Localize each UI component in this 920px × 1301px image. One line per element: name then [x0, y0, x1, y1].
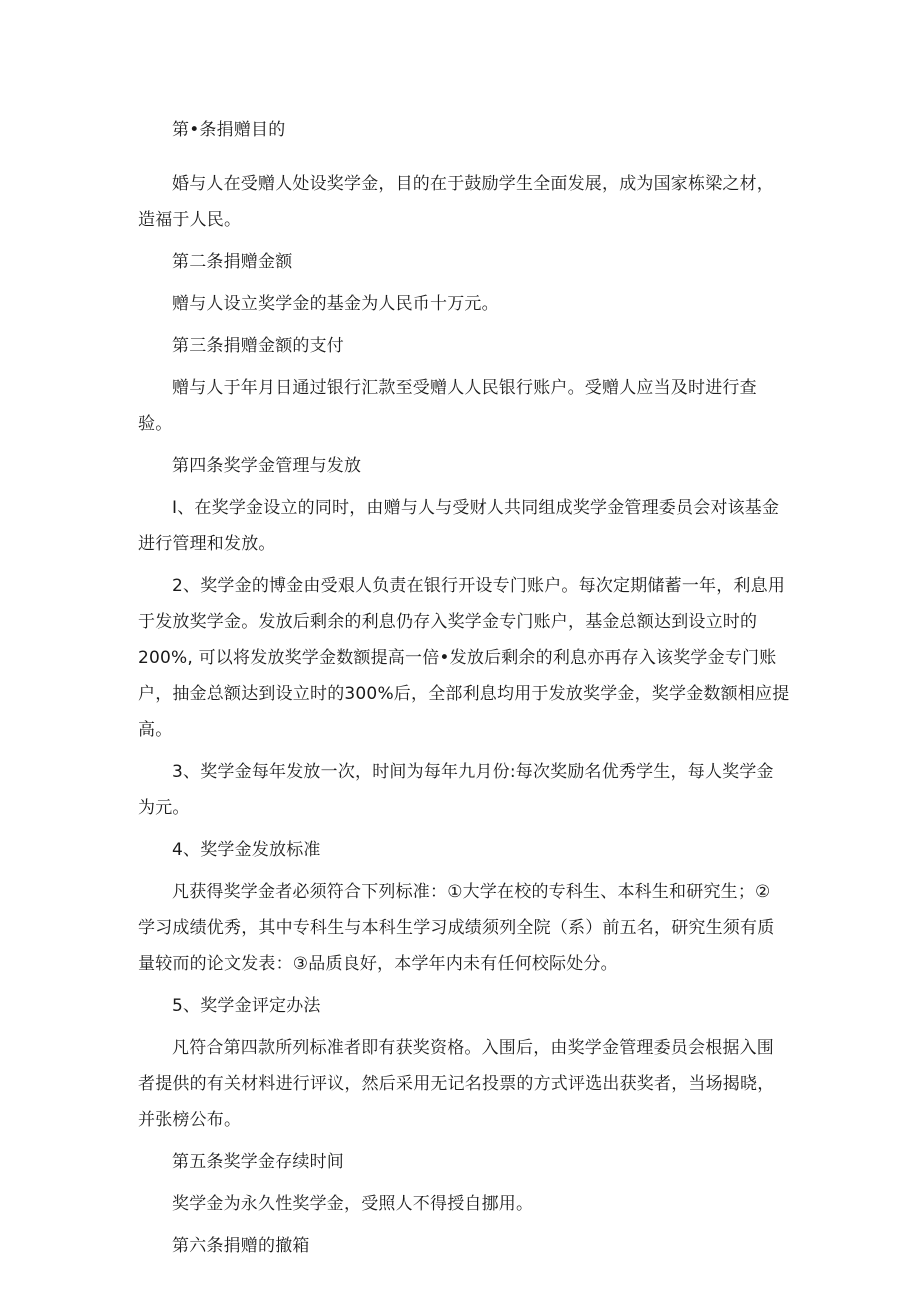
article-4-clause-3 [138, 754, 786, 826]
article-4-clause-4-paragraph [138, 874, 786, 982]
article-4-clause-5-paragraph [138, 1030, 786, 1138]
text-line: 并张榜公布。 [138, 1110, 242, 1130]
article-1-paragraph [138, 166, 786, 238]
text-line: 造福于人民。 [138, 210, 242, 230]
article-4-clause-4-heading: 4、奖学金发放标准 [172, 840, 321, 860]
text-line: 赠与人设立奖学金的基金为人民币十万元。 [172, 294, 499, 314]
text-line: 赠与人于年月日通过银行汇款至受赠人人民银行账户。受赠人应当及时进行查 [172, 378, 757, 398]
text-line: 婚与人在受赠人处设奖学金，目的在于鼓励学生全面发展，成为国家栋梁之材， [172, 174, 774, 194]
text-line: 于发放奖学金。发放后剩余的利息仍存入奖学金专门账户，基金总额达到设立时的 [138, 612, 758, 632]
text-line: 量较而的论文发表：③品质良好，本学年内未有任何校际处分。 [138, 954, 618, 974]
text-line: 户，抽金总额达到设立时的300%后，全部利息均用于发放奖学金，奖学金数额相应提 [138, 684, 790, 704]
article-5-heading: 第五条奖学金存续时间 [172, 1152, 344, 1172]
text-line: I、在奖学金设立的同时，由赠与人与受财人共同组成奖学金管理委员会对该基金 [172, 498, 780, 518]
article-3-heading: 第三条捐赠金额的支付 [172, 336, 344, 356]
article-2-paragraph [138, 286, 786, 322]
article-4-heading: 第四条奖学金管理与发放 [172, 456, 362, 476]
text-line: 为元。 [138, 798, 190, 818]
article-4-clause-2 [138, 568, 790, 748]
article-3-paragraph [138, 370, 786, 442]
document-body [138, 112, 790, 1270]
text-line: 学习成绩优秀，其中专科生与本科生学习成绩须列全院（系）前五名，研究生须有质 [138, 918, 775, 938]
text-line: 者提供的有关材料进行评议，然后采用无记名投票的方式评选出获奖者，当场揭晓， [138, 1074, 775, 1094]
article-4-clause-5-heading: 5、奖学金评定办法 [172, 996, 321, 1016]
text-line: 高。 [138, 720, 173, 740]
text-line: 2、奖学金的博金由受艰人负责在银行开设专门账户。每次定期储蓄一年，利息用 [172, 576, 786, 596]
text-line: 凡获得奖学金者必须符合下列标准：①大学在校的专科生、本科生和研究生；② [172, 882, 771, 902]
text-line: 进行管理和发放。 [138, 534, 276, 554]
text-line: 奖学金为永久性奖学金，受照人不得授自挪用。 [172, 1194, 534, 1214]
text-line: 验。 [138, 414, 173, 434]
article-5-paragraph [138, 1186, 786, 1222]
text-line: 凡符合第四款所列标准者即有获奖资格。入围后，由奖学金管理委员会根据入围 [172, 1038, 774, 1058]
article-4-clause-1 [138, 490, 786, 562]
text-line: 200%, 可以将发放奖学金数额提高一倍•发放后剩余的利息亦再存入该奖学金专门账 [138, 648, 777, 668]
article-1-heading: 第•条捐赠目的 [172, 120, 286, 140]
article-2-heading: 第二条捐赠金额 [172, 252, 293, 272]
article-6-heading: 第六条捐赠的撤箱 [172, 1236, 310, 1256]
text-line: 3、奖学金每年发放一次，时间为每年九月份:每次奖励名优秀学生，每人奖学金 [172, 762, 774, 782]
